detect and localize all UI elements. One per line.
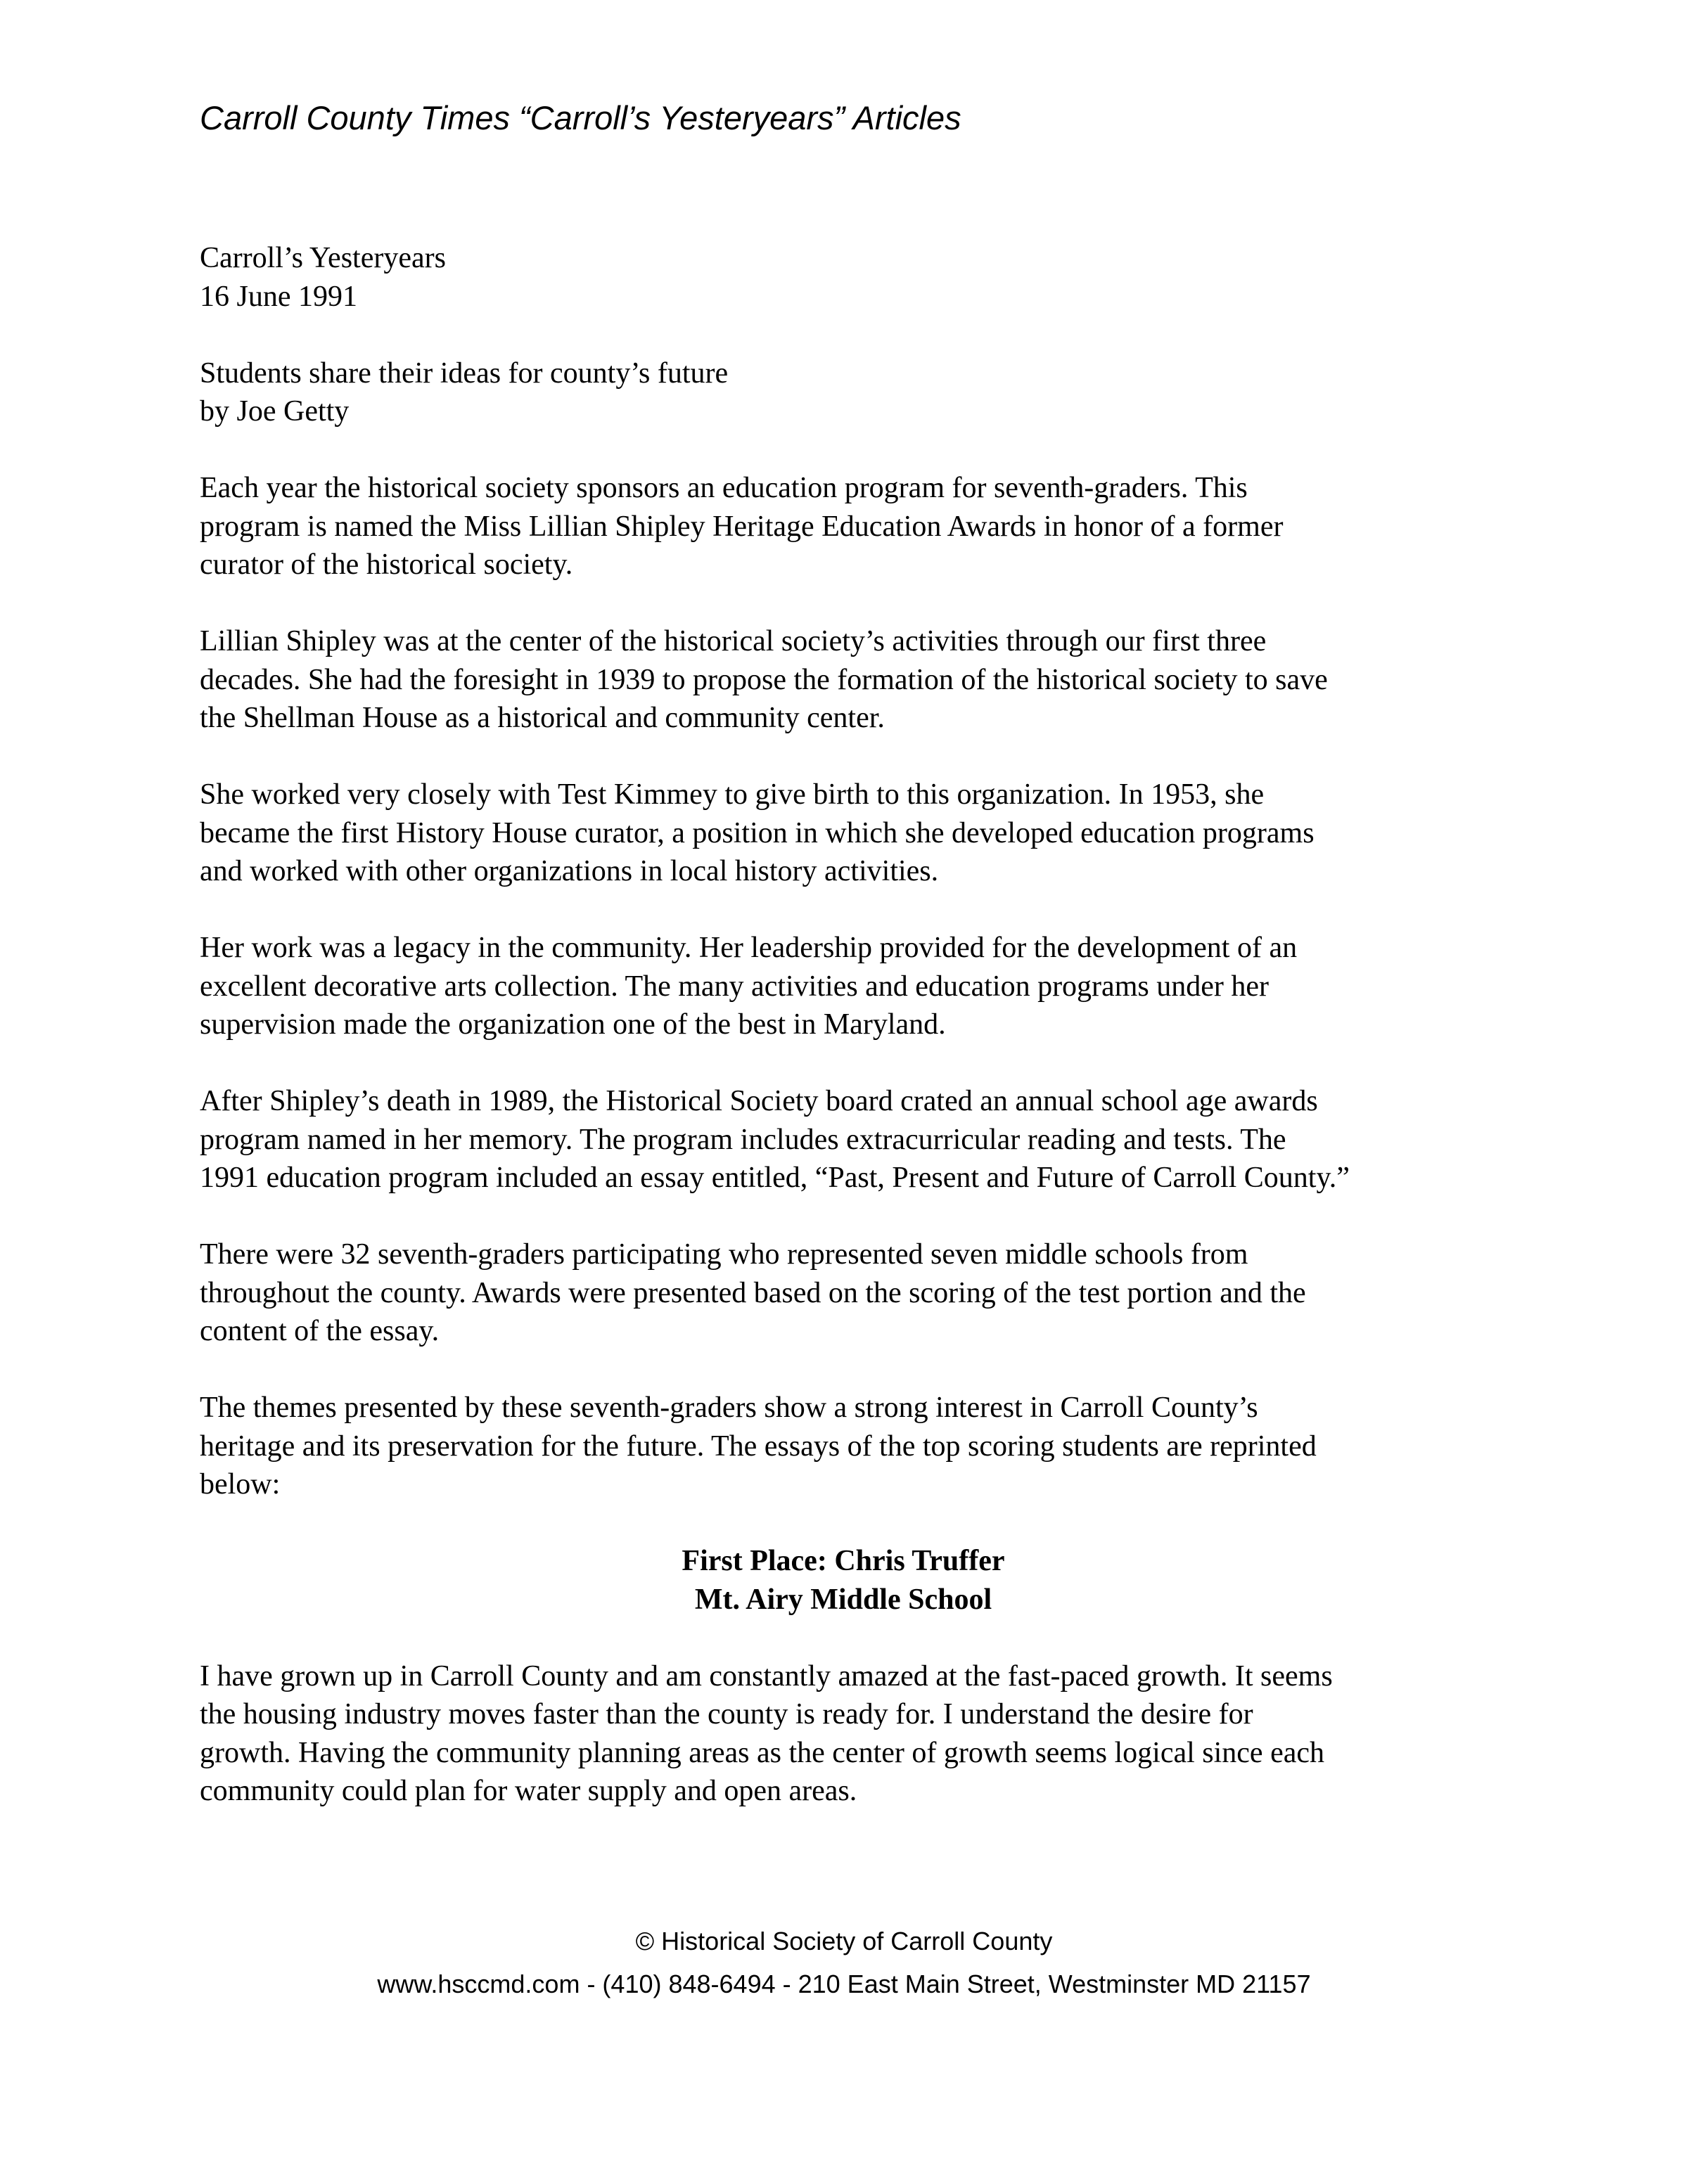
award-place: First Place: Chris Truffer [682,1545,1005,1577]
paragraph-line: 1991 education program included an essay entitled, “Past, Present and Future of Carroll County.” [200,1162,1350,1194]
essay-line: community could plan for water supply and open areas. [200,1775,857,1807]
paragraph [200,776,1494,891]
article-headline: Students share their ideas for county’s future [200,356,729,390]
paragraph-line: throughout the county. Awards were presented based on the scoring of the test portion and the [200,1276,1306,1309]
page-header-title: Carroll County Times “Carroll’s Yesteryears” Articles [200,99,961,136]
article-body [200,239,1494,1849]
paragraph-line: program is named the Miss Lillian Shipley Heritage Education Awards in honor of a former [200,510,1284,543]
paragraph-line: The themes presented by these seventh-graders show a strong interest in Carroll County’s [200,1392,1258,1424]
paragraph-line: heritage and its preservation for the future. The essays of the top scoring students are reprinted [200,1430,1317,1463]
paragraph-line: After Shipley’s death in 1989, the Historical Society board crated an annual school age awards [200,1085,1318,1117]
paragraph-line: below: [200,1468,281,1501]
paragraph-line: Lillian Shipley was at the center of the historical society’s activities through our first three [200,625,1267,657]
paragraph-line: the Shellman House as a historical and community center. [200,702,885,734]
footer-contact: www.hsccmd.com - (410) 848-6494 - 210 East Main Street, Westminster MD 21157 [377,1970,1311,1998]
paragraph-line: and worked with other organizations in local history activities. [200,855,939,887]
article-date: 16 June 1991 [200,280,357,313]
article-meta [200,239,1494,316]
paragraph-line: program named in her memory. The program includes extracurricular reading and tests. The [200,1123,1286,1156]
essay-line: I have grown up in Carroll County and am constantly amazed at the fast-paced growth. It seems [200,1659,1333,1692]
footer-copyright: © Historical Society of Carroll County [635,1927,1053,1955]
essay-line: the housing industry moves faster than the county is ready for. I understand the desire for [200,1698,1253,1730]
column-name: Carroll’s Yesteryears [200,242,446,274]
article-heading [200,354,1494,431]
paragraph [200,1235,1494,1351]
paragraph [200,929,1494,1044]
paragraph-line: decades. She had the foresight in 1939 to propose the formation of the historical society to save [200,663,1328,696]
paragraph [200,1389,1494,1504]
award-heading [200,1542,1487,1619]
paragraph [200,1082,1494,1197]
paragraph-line: excellent decorative arts collection. The many activities and education programs under her [200,970,1269,1003]
paragraph-line: Each year the historical society sponsors an education program for seventh-graders. This [200,472,1248,504]
award-school: Mt. Airy Middle School [694,1583,992,1616]
paragraph-line: became the first History House curator, a position in which she developed education programs [200,816,1315,849]
paragraph-line: Her work was a legacy in the community. Her leadership provided for the development of an [200,932,1298,964]
essay-line: growth. Having the community planning areas as the center of growth seems logical since each [200,1736,1324,1769]
paragraph [200,622,1494,738]
paragraph-line: She worked very closely with Test Kimmey to give birth to this organization. In 1953, she [200,778,1265,811]
paragraph-line: content of the essay. [200,1315,440,1347]
paragraph [200,469,1494,584]
paragraph-line: curator of the historical society. [200,548,573,581]
essay-paragraph [200,1657,1494,1811]
paragraph-line: There were 32 seventh-graders participating who represented seven middle schools from [200,1238,1248,1271]
article-byline: by Joe Getty [200,395,350,428]
page-footer [0,1920,1688,2005]
paragraph-line: supervision made the organization one of the best in Maryland. [200,1008,946,1041]
